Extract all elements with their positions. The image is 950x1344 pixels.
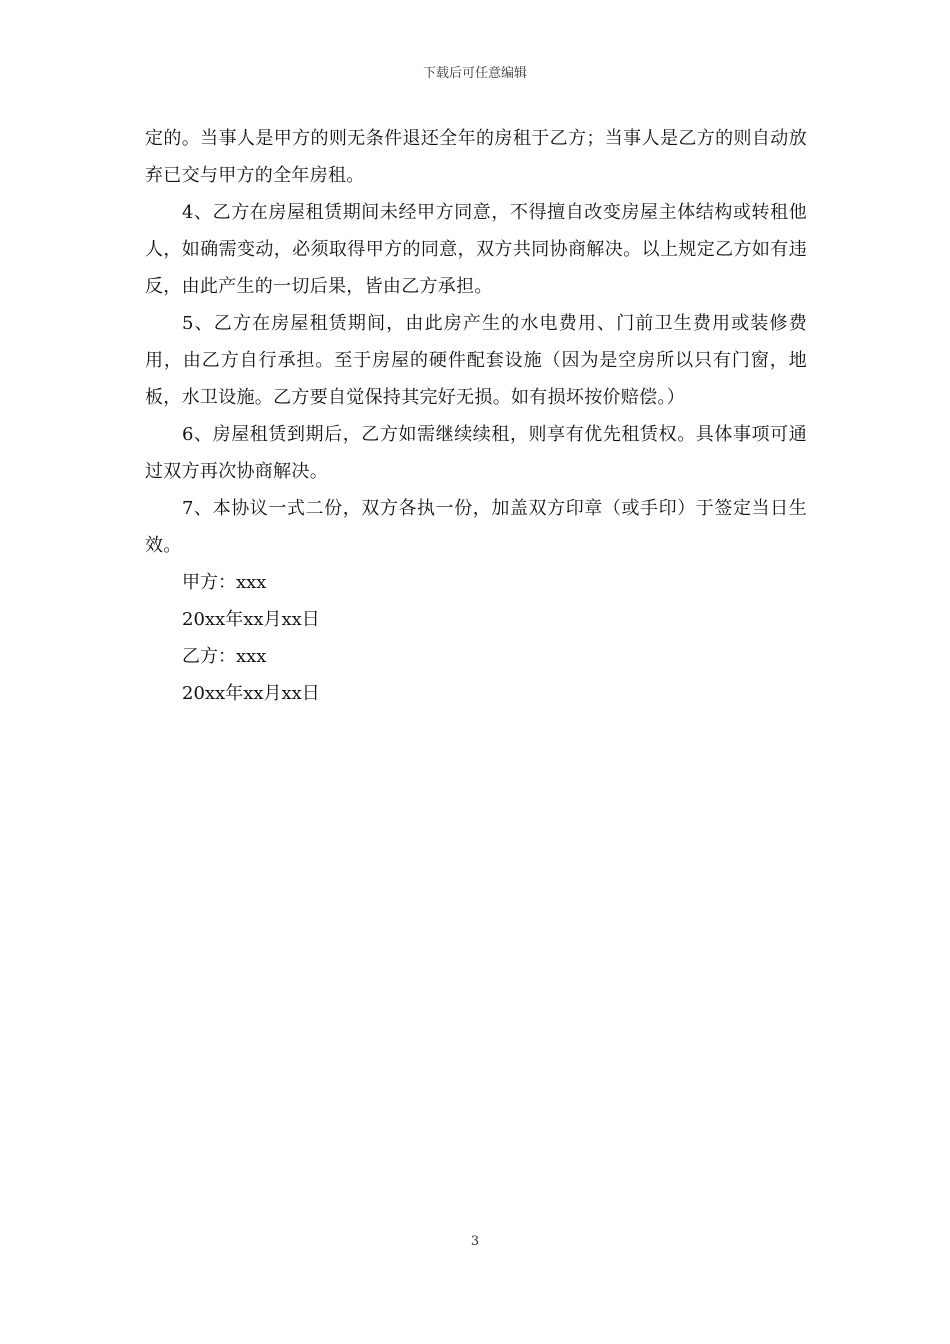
party-b-signature: 乙方：xxx — [182, 646, 267, 667]
document-body — [145, 120, 807, 712]
party-a-date: 20xx年xx月xx日 — [182, 609, 320, 630]
party-b-date: 20xx年xx月xx日 — [182, 683, 320, 704]
paragraph-clause-5: 5、乙方在房屋租赁期间，由此房产生的水电费用、门前卫生费用或装修费用，由乙方自行承担。至于房屋的硬件配套设施（因为是空房所以只有门窗，地板，水卫设施。乙方要自觉保持其完好无损。如有损坏按价赔偿。） — [145, 313, 807, 408]
page-header: 下载后可任意编辑 — [422, 66, 527, 81]
paragraph-clause-7: 7、本协议一式二份，双方各执一份，加盖双方印章（或手印）于签定当日生效。 — [145, 498, 807, 556]
paragraph-clause-4: 4、乙方在房屋租赁期间未经甲方同意，不得擅自改变房屋主体结构或转租他人，如确需变动，必须取得甲方的同意，双方共同协商解决。以上规定乙方如有违反，由此产生的一切后果，皆由乙方承担。 — [145, 202, 807, 297]
party-a-signature: 甲方：xxx — [182, 572, 267, 593]
page-number: 3 — [470, 1234, 480, 1249]
paragraph-clause-6: 6、房屋租赁到期后，乙方如需继续续租，则享有优先租赁权。具体事项可通过双方再次协商解决。 — [145, 424, 807, 482]
paragraph-continuation: 定的。当事人是甲方的则无条件退还全年的房租于乙方；当事人是乙方的则自动放弃已交与甲方的全年房租。 — [145, 128, 807, 186]
